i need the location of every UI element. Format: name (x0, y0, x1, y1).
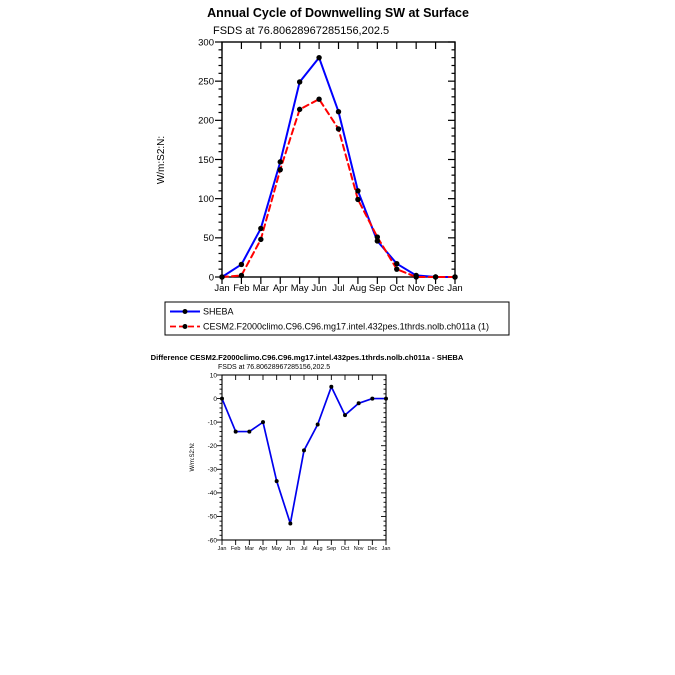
top-chart-title: Annual Cycle of Downwelling SW at Surface (207, 6, 469, 20)
data-point-marker (357, 401, 361, 405)
data-point-marker (297, 107, 302, 112)
x-tick-label: May (290, 283, 309, 294)
y-tick-label: -60 (207, 537, 217, 545)
x-tick-label: Feb (233, 283, 250, 294)
bottom-chart-y-axis-label: W/m:S2:N: (190, 442, 196, 472)
y-tick-label: 10 (209, 372, 217, 380)
x-tick-label: Dec (427, 283, 445, 294)
y-tick-label: -30 (207, 466, 217, 474)
legend-marker-dot-cesm2 (183, 324, 188, 329)
data-point-marker (316, 96, 321, 101)
top-chart-subtitle: FSDS at 76.80628967285156,202.5 (213, 25, 390, 37)
data-point-marker (278, 159, 283, 164)
data-point-marker (239, 262, 244, 267)
y-tick-label: -50 (207, 513, 217, 521)
y-tick-label: -10 (207, 419, 217, 427)
data-point-marker (288, 522, 292, 526)
plot-border (222, 42, 455, 277)
x-tick-label: Oct (340, 546, 350, 552)
x-tick-label: Jan (217, 546, 227, 552)
top-chart-plot-area (198, 37, 463, 294)
data-point-marker (329, 385, 333, 389)
x-tick-label: Nov (407, 283, 425, 294)
y-tick-label: 150 (198, 154, 214, 166)
data-point-marker (316, 423, 320, 427)
data-point-marker (343, 413, 347, 417)
x-tick-label: Oct (389, 283, 405, 294)
data-point-marker (413, 274, 418, 279)
y-tick-label: -20 (207, 442, 217, 450)
legend-label-sheba: SHEBA (203, 306, 234, 317)
x-tick-label: Jun (311, 283, 327, 294)
x-tick-label: Jul (300, 546, 308, 552)
data-point-marker (261, 420, 265, 424)
x-tick-label: Sep (326, 546, 337, 552)
data-point-marker (219, 274, 224, 279)
x-tick-label: Feb (230, 546, 241, 552)
x-tick-label: Jan (381, 546, 391, 552)
y-tick-label: -40 (207, 490, 217, 498)
data-point-marker (433, 274, 438, 279)
data-point-marker (355, 197, 360, 202)
data-point-marker (239, 273, 244, 278)
data-point-marker (375, 234, 380, 239)
series-line (222, 58, 455, 277)
data-point-marker (220, 397, 224, 401)
x-tick-label: Aug (349, 283, 367, 294)
legend (165, 302, 509, 335)
x-tick-label: Apr (258, 546, 268, 552)
data-point-marker (258, 237, 263, 242)
data-point-marker (394, 266, 399, 271)
x-tick-label: Jul (332, 283, 345, 294)
data-point-marker (275, 479, 279, 483)
x-tick-label: Jan (214, 283, 230, 294)
x-tick-label: May (271, 546, 282, 552)
y-tick-label: 300 (198, 37, 214, 49)
y-tick-label: 100 (198, 193, 214, 205)
data-point-marker (297, 79, 302, 84)
data-point-marker (370, 397, 374, 401)
bottom-chart-plot-area (208, 372, 391, 552)
legend-marker-dot-sheba (183, 309, 188, 314)
data-point-marker (355, 188, 360, 193)
x-tick-label: Apr (272, 283, 288, 294)
x-tick-label: Mar (244, 546, 255, 552)
y-tick-label: 0 (208, 272, 214, 284)
data-point-marker (384, 397, 388, 401)
x-tick-label: Mar (252, 283, 270, 294)
y-tick-label: 0 (213, 395, 217, 403)
y-tick-label: 200 (198, 115, 214, 127)
series-line (222, 99, 455, 277)
top-chart-y-axis-label: W/m:S2:N: (156, 135, 167, 185)
data-point-marker (316, 55, 321, 60)
y-tick-label: 50 (203, 233, 214, 245)
data-point-marker (452, 274, 457, 279)
x-tick-label: Jan (447, 283, 463, 294)
data-point-marker (234, 430, 238, 434)
series-line (222, 387, 386, 524)
data-point-marker (258, 226, 263, 231)
x-tick-label: Dec (367, 546, 378, 552)
data-point-marker (336, 126, 341, 131)
bottom-chart-subtitle: FSDS at 76.80628967285156,202.5 (218, 364, 331, 371)
x-tick-label: Nov (353, 546, 364, 552)
data-point-marker (394, 261, 399, 266)
x-tick-label: Jun (285, 546, 295, 552)
data-point-marker (247, 430, 251, 434)
y-tick-label: 250 (198, 76, 214, 88)
data-point-marker (302, 448, 306, 452)
bottom-chart-title: Difference CESM2.F2000climo.C96.C96.mg17.intel.432pes.1thrds.nolb.ch011a - SHEBA (150, 353, 464, 362)
data-point-marker (336, 109, 341, 114)
x-tick-label: Aug (312, 546, 323, 552)
x-tick-label: Sep (368, 283, 386, 294)
data-point-marker (278, 167, 283, 172)
legend-label-cesm2: CESM2.F2000climo.C96.C96.mg17.intel.432pes.1thrds.nolb.ch011a (1) (203, 321, 489, 332)
plot-border (222, 375, 386, 540)
